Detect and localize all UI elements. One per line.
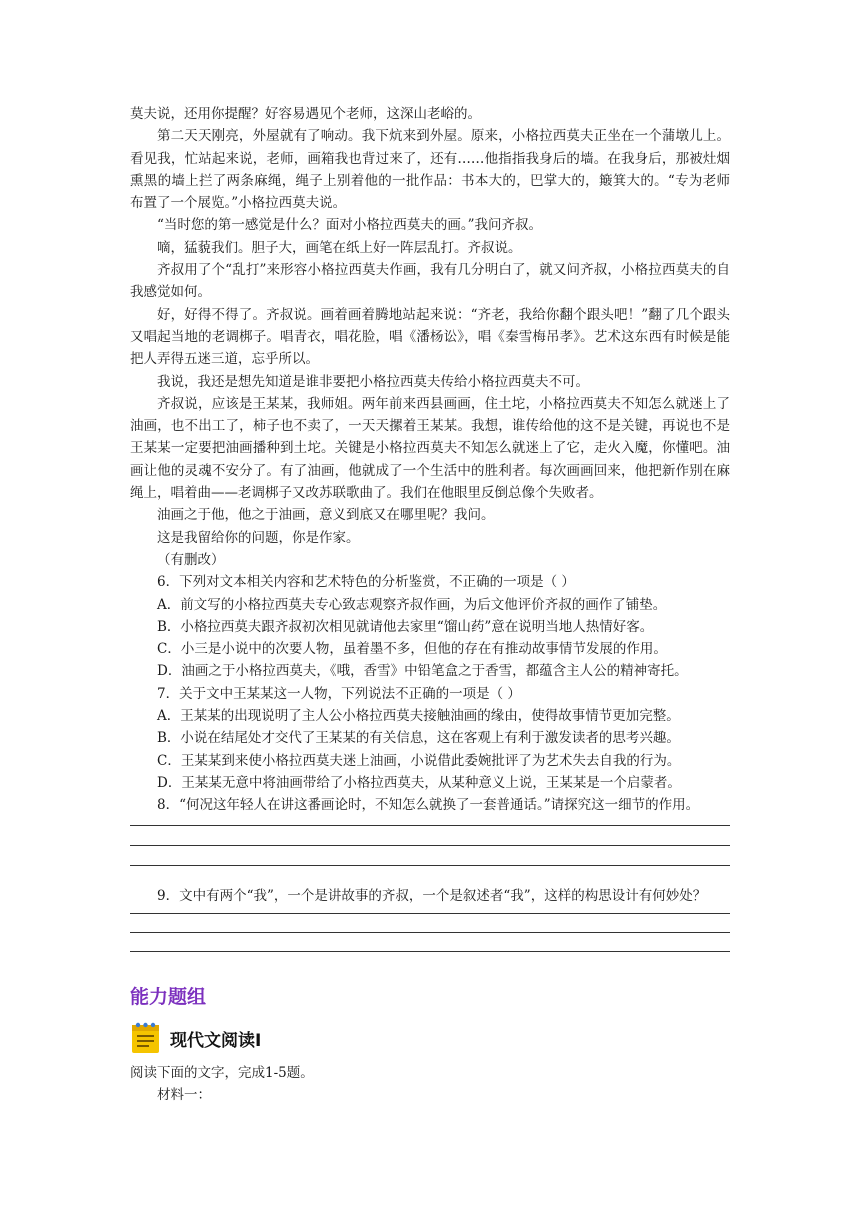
answer-line[interactable] bbox=[130, 932, 730, 933]
paragraph: 我说，我还是想先知道是谁非要把小格拉西莫夫传给小格拉西莫夫不可。 bbox=[157, 373, 589, 390]
paragraph: 好，好得不得了。齐叔说。画着画着腾地站起来说：“齐老，我给你翻个跟头吧！”翻了几个跟头又唱起当地的老调梆子。唱青衣，唱花脸，唱《潘杨讼》，唱《秦雪梅吊孝》。艺术这东西有时候是能把人弄得五迷三道，忘乎所以。 bbox=[130, 306, 730, 368]
reading-passage bbox=[130, 103, 730, 970]
paragraph: 齐叔用了个“乱打”来形容小格拉西莫夫作画，我有几分明白了，就又问齐叔，小格拉西莫夫的自我感觉如何。 bbox=[130, 262, 730, 301]
question-7 bbox=[130, 683, 730, 794]
question-stem: 6．下列对文本相关内容和艺术特色的分析鉴赏，不正确的一项是（ ） bbox=[157, 574, 575, 591]
paragraph: 这是我留给你的问题，你是作家。 bbox=[157, 529, 360, 546]
option-b: B．小说在结尾处才交代了王某某的有关信息，这在客观上有利于激发读者的思考兴趣。 bbox=[157, 730, 680, 747]
answer-lines[interactable] bbox=[130, 825, 730, 866]
question-8 bbox=[130, 794, 730, 865]
option-c: C．小三是小说中的次要人物，虽着墨不多，但他的存在有推动故事情节发展的作用。 bbox=[157, 641, 667, 658]
instruction-text: 阅读下面的文字，完成1-5题。 bbox=[130, 1065, 314, 1081]
answer-line[interactable] bbox=[130, 825, 730, 826]
option-d: D．油画之于小格拉西莫夫，《哦，香雪》中铅笔盒之于香雪，都蕴含主人公的精神寄托。 bbox=[157, 663, 688, 680]
source-note: （有删改） bbox=[157, 551, 225, 568]
option-d: D．王某某无意中将油画带给了小格拉西莫夫，从某种意义上说，王某某是一个启蒙者。 bbox=[157, 774, 681, 791]
paragraph: 第二天天刚亮，外屋就有了响动。我下炕来到外屋。原来，小格拉西莫夫正坐在一个蒲墩儿上。看见我，忙站起来说，老师，画箱我也背过来了，还有……他指指我身后的墙。在我身后，那被灶烟熏黑的墙上拦了两条麻绳，绳子上别着他的一批作品：书本大的，巴掌大的，簸箕大的。“专为老师布置了一个展览。”小格拉西莫夫说。 bbox=[130, 128, 730, 212]
answer-lines[interactable] bbox=[130, 913, 730, 952]
paragraph: “当时您的第一感觉是什么？面对小格拉西莫夫的画。”我问齐叔。 bbox=[157, 217, 543, 234]
option-a: A．前文写的小格拉西莫夫专心致志观察齐叔作画，为后文他评价齐叔的画作了铺垫。 bbox=[157, 596, 667, 613]
option-b: B．小格拉西莫夫跟齐叔初次相见就请他去家里“馏山药”意在说明当地人热情好客。 bbox=[157, 618, 654, 635]
answer-line[interactable] bbox=[130, 865, 730, 866]
paragraph: 油画之于他，他之于油画，意义到底又在哪里呢？我问。 bbox=[157, 507, 495, 524]
question-6 bbox=[130, 571, 730, 682]
section-title: 能力题组 bbox=[130, 986, 207, 1008]
answer-line[interactable] bbox=[130, 913, 730, 914]
material-label: 材料一： bbox=[157, 1087, 211, 1104]
option-c: C．王某某到来使小格拉西莫夫迷上油画，小说借此委婉批评了为艺术失去自我的行为。 bbox=[157, 752, 681, 769]
answer-line[interactable] bbox=[130, 951, 730, 952]
answer-line[interactable] bbox=[130, 845, 730, 846]
question-stem: 9．文中有两个“我”，一个是讲故事的齐叔，一个是叙述者“我”，这样的构思设计有何妙处？ bbox=[157, 887, 707, 904]
subsection-title: 现代文阅读Ⅰ bbox=[170, 1030, 262, 1051]
question-stem: 7．关于文中王某某这一人物，下列说法不正确的一项是（ ） bbox=[157, 685, 521, 702]
notebook-icon bbox=[130, 1021, 162, 1055]
subsection-header bbox=[130, 1020, 261, 1056]
question-stem: 8．“何况这年轻人在讲这番画论时，不知怎么就换了一套普通话。”请探究这一细节的作用。 bbox=[157, 797, 700, 814]
paragraph: 齐叔说，应该是王某某，我师姐。两年前来西县画画，住土坨，小格拉西莫夫不知怎么就迷上了油画，也不出工了，柿子也不卖了，一天天摞着王某某。我想，谁传给他的这不是关键，再说也不是王某某一定要把油画播种到土坨。关键是小格拉西莫夫不知怎么就迷上了它，走火入魔，你懂吧。油画让他的灵魂不安分了。有了油画，他就成了一个生活中的胜利者。每次画画回来，他把新作别在麻绳上，唱着曲——老调梆子又改苏联歌曲了。我们在他眼里反倒总像个失败者。 bbox=[130, 395, 730, 502]
instructions bbox=[130, 1062, 730, 1107]
paragraph: 莫夫说，还用你提醒？好容易遇见个老师，这深山老峪的。 bbox=[130, 106, 481, 122]
question-9 bbox=[130, 885, 730, 952]
paragraph: 嘀，猛藐我们。胆子大，画笔在纸上好一阵层乱打。齐叔说。 bbox=[157, 239, 522, 256]
option-a: A．王某某的出现说明了主人公小格拉西莫夫接触油画的缘由，使得故事情节更加完整。 bbox=[157, 708, 680, 725]
